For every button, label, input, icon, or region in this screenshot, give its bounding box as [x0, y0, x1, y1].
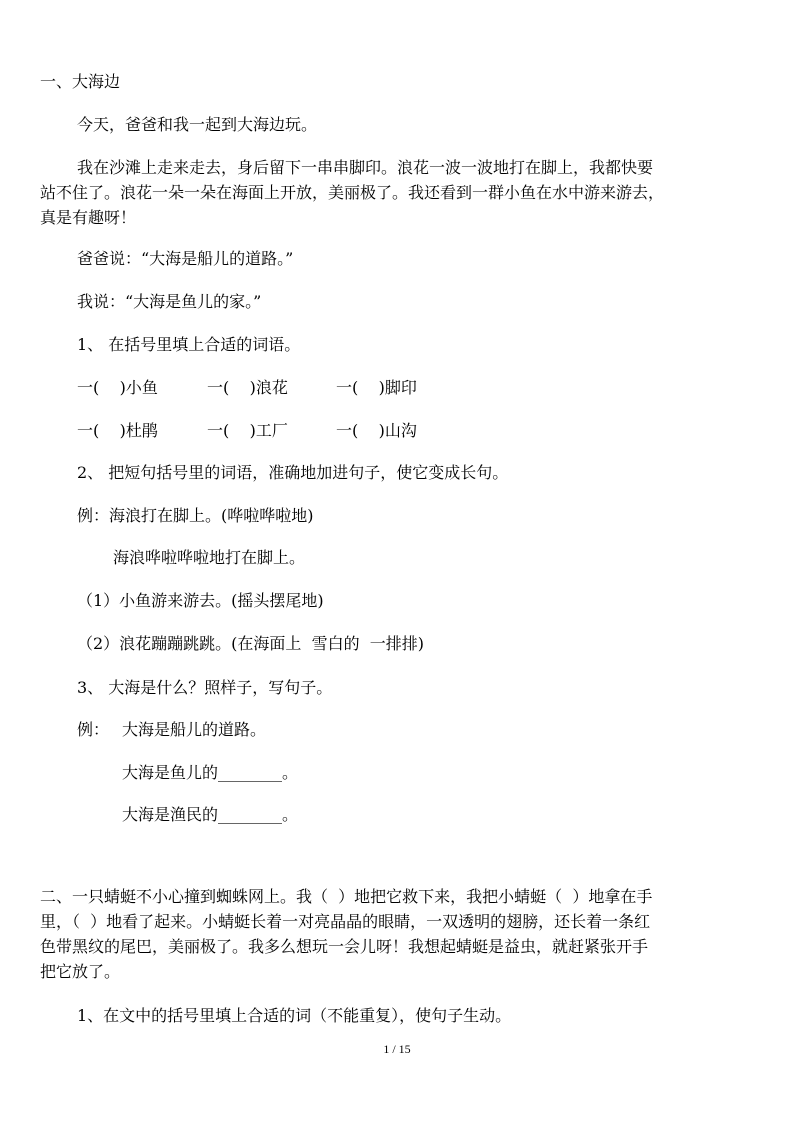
fill-blank-item: 一( )山沟 [336, 421, 417, 440]
exercise-item: （1）小鱼游来游去。(摇头摆尾地) [77, 591, 324, 610]
fill-sentence: 大海是渔民的________。 [122, 805, 299, 824]
example-label: 例： [77, 720, 110, 739]
question-1: 1、 在括号里填上合适的词语。 [77, 335, 301, 354]
example-answer: 海浪哗啦哗啦地打在脚上。 [113, 548, 306, 567]
paragraph-line: 二、一只蜻蜓不小心撞到蜘蛛网上。我（ ）地把它救下来，我把小蜻蜓（ ）地拿在手 [40, 887, 653, 906]
question-3: 3、 大海是什么？照样子，写句子。 [77, 678, 333, 697]
example: 大海是船儿的道路。 [122, 720, 267, 739]
question-1: 1、在文中的括号里填上合适的词（不能重复），使句子生动。 [77, 1006, 512, 1025]
paragraph: 今天，爸爸和我一起到大海边玩。 [77, 115, 318, 134]
fill-blank-item: 一( )小鱼 [77, 378, 158, 397]
fill-blank-item: 一( )工厂 [207, 421, 288, 440]
paragraph-line: 把它放了。 [40, 962, 121, 981]
example: 例：海浪打在脚上。(哗啦哗啦地) [77, 506, 314, 525]
paragraph-line: 里，（ ）地看了起来。小蜻蜓长着一对亮晶晶的眼睛，一双透明的翅膀，还长着一条红 [40, 912, 651, 931]
fill-blank-item: 一( )脚印 [336, 378, 417, 397]
paragraph: 我说：“大海是鱼儿的家。” [77, 292, 262, 311]
paragraph-line: 站不住了。浪花一朵一朵在海面上开放，美丽极了。我还看到一群小鱼在水中游来游去， [40, 183, 665, 202]
question-2: 2、 把短句括号里的词语，准确地加进句子，使它变成长句。 [77, 463, 509, 482]
section1-title: 一、大海边 [40, 72, 121, 91]
exercise-item: （2）浪花蹦蹦跳跳。(在海面上 雪白的 一排排) [77, 634, 425, 653]
fill-sentence: 大海是鱼儿的________。 [122, 763, 299, 782]
paragraph: 爸爸说：“大海是船儿的道路。” [77, 249, 294, 268]
paragraph-line: 真是有趣呀！ [40, 208, 137, 227]
page-number: 1 / 15 [383, 1042, 411, 1056]
fill-blank-item: 一( )浪花 [207, 378, 288, 397]
paragraph-line: 我在沙滩上走来走去，身后留下一串串脚印。浪花一波一波地打在脚上，我都快要 [77, 158, 654, 177]
fill-blank-item: 一( )杜鹃 [77, 421, 158, 440]
paragraph-line: 色带黑纹的尾巴，美丽极了。我多么想玩一会儿呀！我想起蜻蜓是益虫，就赶紧张开手 [40, 937, 649, 956]
